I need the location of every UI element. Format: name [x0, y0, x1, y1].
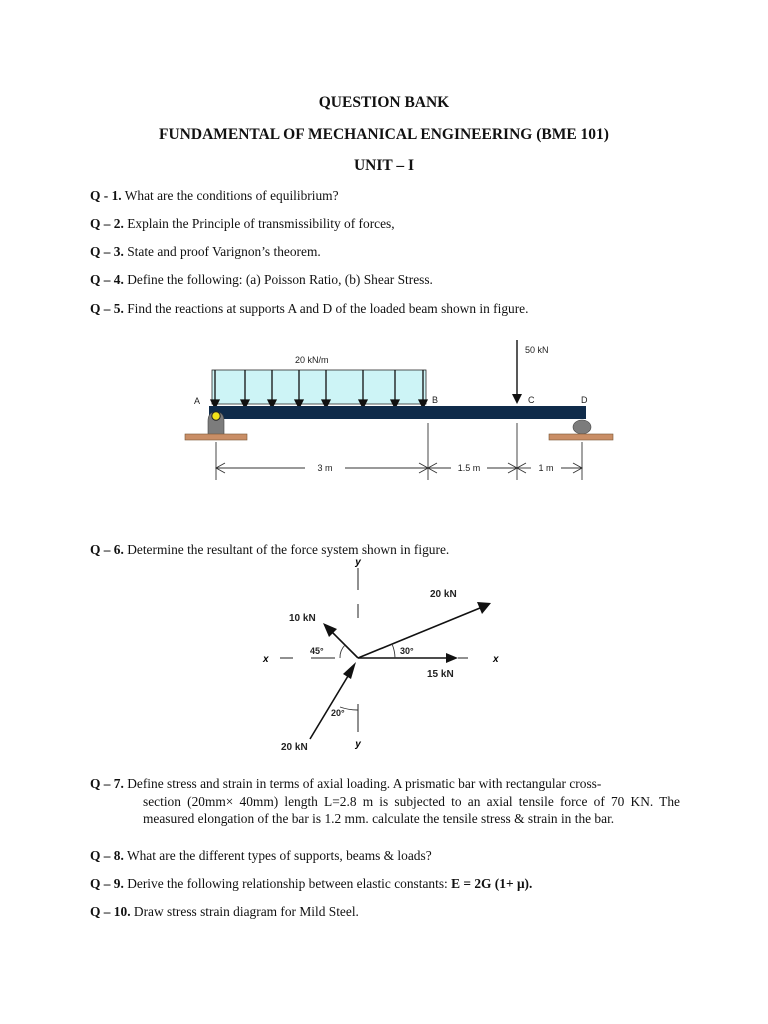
dimension-lines	[216, 423, 582, 480]
angle-30-arc	[392, 644, 395, 658]
question-5	[90, 300, 690, 317]
span-bc-label: 1.5 m	[457, 463, 481, 473]
span-cd-label: 1 m	[538, 463, 554, 473]
x-axis-label-left: x	[263, 654, 269, 665]
question-8	[90, 847, 690, 864]
question-text: Define stress and strain in terms of axial loading. A prismatic bar with rectangular cross-	[123, 776, 602, 791]
force-10-line	[331, 631, 358, 658]
point-load-label: 50 kN	[525, 345, 549, 355]
elastic-constants-formula: E = 2G (1+ μ).	[451, 876, 533, 891]
question-1	[90, 187, 690, 204]
beam-figure	[145, 330, 625, 495]
y-axis-label-top: y	[355, 557, 361, 568]
point-a-label: A	[194, 396, 201, 406]
course-title: FUNDAMENTAL OF MECHANICAL ENGINEERING (BME 101)	[159, 126, 609, 143]
force-20-upper-label: 20 kN	[430, 589, 457, 600]
force-10-label: 10 kN	[289, 613, 316, 624]
question-text: Find the reactions at supports A and D of the loaded beam shown in figure.	[123, 301, 529, 316]
question-number: Q – 5.	[90, 301, 124, 316]
question-number: Q – 4.	[90, 272, 124, 287]
unit-title: UNIT – I	[353, 157, 414, 174]
force-15-label: 15 kN	[427, 669, 454, 680]
angle-45-label: 45°	[310, 646, 324, 656]
ground-a	[185, 434, 247, 440]
question-number: Q – 8.	[90, 848, 124, 863]
angle-30-label: 30°	[400, 646, 414, 656]
question-text: What are the different types of supports, beams & loads?	[123, 848, 432, 863]
point-b-label: B	[432, 395, 439, 405]
beam	[209, 406, 586, 419]
question-number: Q – 9.	[90, 876, 124, 891]
question-text: State and proof Varignon’s theorem.	[123, 244, 321, 259]
question-10	[90, 903, 690, 920]
point-load-arrowhead	[512, 394, 522, 404]
question-9	[90, 875, 690, 892]
question-text-continuation: section (20mm× 40mm) length L=2.8 m is subjected to an axial tensile force of 70 KN. The measured elongation of the bar is 1.2 mm. calculate the tensile stress & strain in the bar.	[143, 793, 680, 826]
question-number: Q – 7.	[90, 776, 124, 791]
question-number: Q – 3.	[90, 244, 124, 259]
force-system-figure	[255, 556, 515, 756]
question-2	[90, 215, 690, 232]
question-number: Q - 1.	[90, 188, 122, 203]
question-number: Q – 10.	[90, 904, 131, 919]
question-text: Determine the resultant of the force system shown in figure.	[123, 542, 450, 557]
point-c-label: C	[528, 395, 535, 405]
question-number: Q – 2.	[90, 216, 124, 231]
question-7	[90, 775, 680, 828]
angle-45-arc	[340, 645, 345, 658]
document-title: QUESTION BANK	[318, 94, 450, 111]
x-axis-label-right: x	[493, 654, 499, 665]
force-20-upper-line	[358, 608, 480, 658]
question-text: Draw stress strain diagram for Mild Steel.	[130, 904, 359, 919]
point-d-label: D	[581, 395, 588, 405]
question-text: Derive the following relationship between elastic constants:	[123, 876, 452, 891]
question-text: Define the following: (a) Poisson Ratio, (b) Shear Stress.	[123, 272, 433, 287]
force-20-lower-arrowhead	[343, 662, 356, 679]
roller-support-d	[549, 420, 613, 440]
ground-d	[549, 434, 613, 440]
y-axis-label-bottom: y	[355, 739, 361, 750]
question-number: Q – 6.	[90, 542, 124, 557]
udl-label: 20 kN/m	[295, 355, 329, 365]
question-text: Explain the Principle of transmissibility of forces,	[123, 216, 395, 231]
span-ab-label: 3 m	[317, 463, 333, 473]
angle-20-label: 20°	[331, 708, 345, 718]
question-3	[90, 243, 690, 260]
force-20-lower-label: 20 kN	[281, 742, 308, 753]
udl-block	[212, 370, 426, 404]
force-15-arrowhead	[446, 653, 458, 663]
question-4	[90, 271, 690, 288]
question-text: What are the conditions of equilibrium?	[121, 188, 339, 203]
